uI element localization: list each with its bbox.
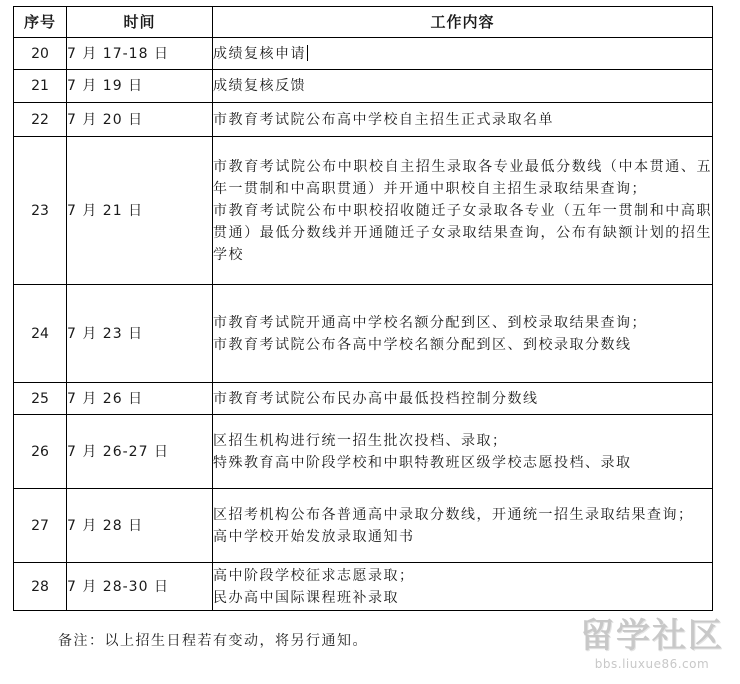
table-row: [14, 103, 713, 137]
row-time: 7 月 28 日: [67, 489, 213, 563]
row-content: [213, 563, 713, 611]
row-content-line: 区招考机构公布各普通高中录取分数线，开通统一招生录取结果查询；: [213, 506, 694, 523]
row-content-line: 市教育考试院开通高中学校名额分配到区、到校录取结果查询；: [213, 314, 647, 331]
row-content: [213, 38, 713, 70]
row-number: 25: [14, 383, 67, 415]
row-number: 24: [14, 285, 67, 383]
table-row: [14, 563, 713, 611]
row-content-line: 特殊教育高中阶段学校和中职特教班区级学校志愿投档、录取: [213, 454, 632, 471]
row-time: 7 月 28-30 日: [67, 563, 213, 611]
text-cursor: [307, 45, 308, 61]
header-no: 序号: [14, 7, 67, 38]
row-time: 7 月 17-18 日: [67, 38, 213, 70]
row-content-line: 市教育考试院公布中职校自主招生录取各专业最低分数线（中本贯通、五年一贯制和中高职贯通）并开通中职校自主招生录取结果查询；: [213, 158, 712, 197]
row-number: 26: [14, 415, 67, 489]
footnote: 备注：以上招生日程若有变动，将另行通知。: [58, 633, 368, 649]
row-content-line: 高中阶段学校征求志愿录取；: [213, 567, 415, 584]
row-content-line: 高中学校开始发放录取通知书: [213, 528, 415, 545]
row-number: 20: [14, 38, 67, 70]
row-content: [213, 383, 713, 415]
row-content-line: 民办高中国际课程班补录取: [213, 589, 399, 606]
row-content-line: 成绩复核申请: [213, 45, 306, 62]
row-content-line: 市教育考试院公布高中学校自主招生正式录取名单: [213, 111, 554, 128]
row-content: [213, 489, 713, 563]
row-content: [213, 285, 713, 383]
row-number: 22: [14, 103, 67, 137]
row-content-line: 市教育考试院公布各高中学校名额分配到区、到校录取分数线: [213, 336, 632, 353]
row-content-line: 成绩复核反馈: [213, 78, 306, 94]
row-content: [213, 70, 713, 103]
table-row: [14, 70, 713, 103]
row-number: 27: [14, 489, 67, 563]
row-time: 7 月 19 日: [67, 70, 213, 103]
row-content-line: 区招生机构进行统一招生批次投档、录取；: [213, 432, 508, 449]
table-header-row: [14, 7, 713, 38]
header-time: 时间: [67, 7, 213, 38]
row-time: 7 月 23 日: [67, 285, 213, 383]
table-row: [14, 38, 713, 70]
header-content: 工作内容: [213, 7, 713, 38]
site-watermark: [572, 616, 732, 680]
row-number: 23: [14, 137, 67, 285]
row-content: [213, 137, 713, 285]
row-time: 7 月 21 日: [67, 137, 213, 285]
row-time: 7 月 26-27 日: [67, 415, 213, 489]
table-row: [14, 415, 713, 489]
table-row: [14, 137, 713, 285]
row-content-line: 市教育考试院公布民办高中最低投档控制分数线: [213, 390, 539, 407]
row-time: 7 月 26 日: [67, 383, 213, 415]
table-row: [14, 383, 713, 415]
row-content: [213, 103, 713, 137]
row-time: 7 月 20 日: [67, 103, 213, 137]
table-row: [14, 489, 713, 563]
row-content-line: 市教育考试院公布中职校招收随迁子女录取各专业（五年一贯制和中高职贯通）最低分数线并开通随迁子女录取结果查询，公布有缺额计划的招生学校: [213, 202, 712, 263]
schedule-table: [13, 6, 713, 611]
watermark-title: 留学社区: [580, 616, 724, 656]
row-content: [213, 415, 713, 489]
watermark-url: bbs.liuxue86.com: [594, 657, 710, 671]
row-number: 21: [14, 70, 67, 103]
table-row: [14, 285, 713, 383]
row-number: 28: [14, 563, 67, 611]
